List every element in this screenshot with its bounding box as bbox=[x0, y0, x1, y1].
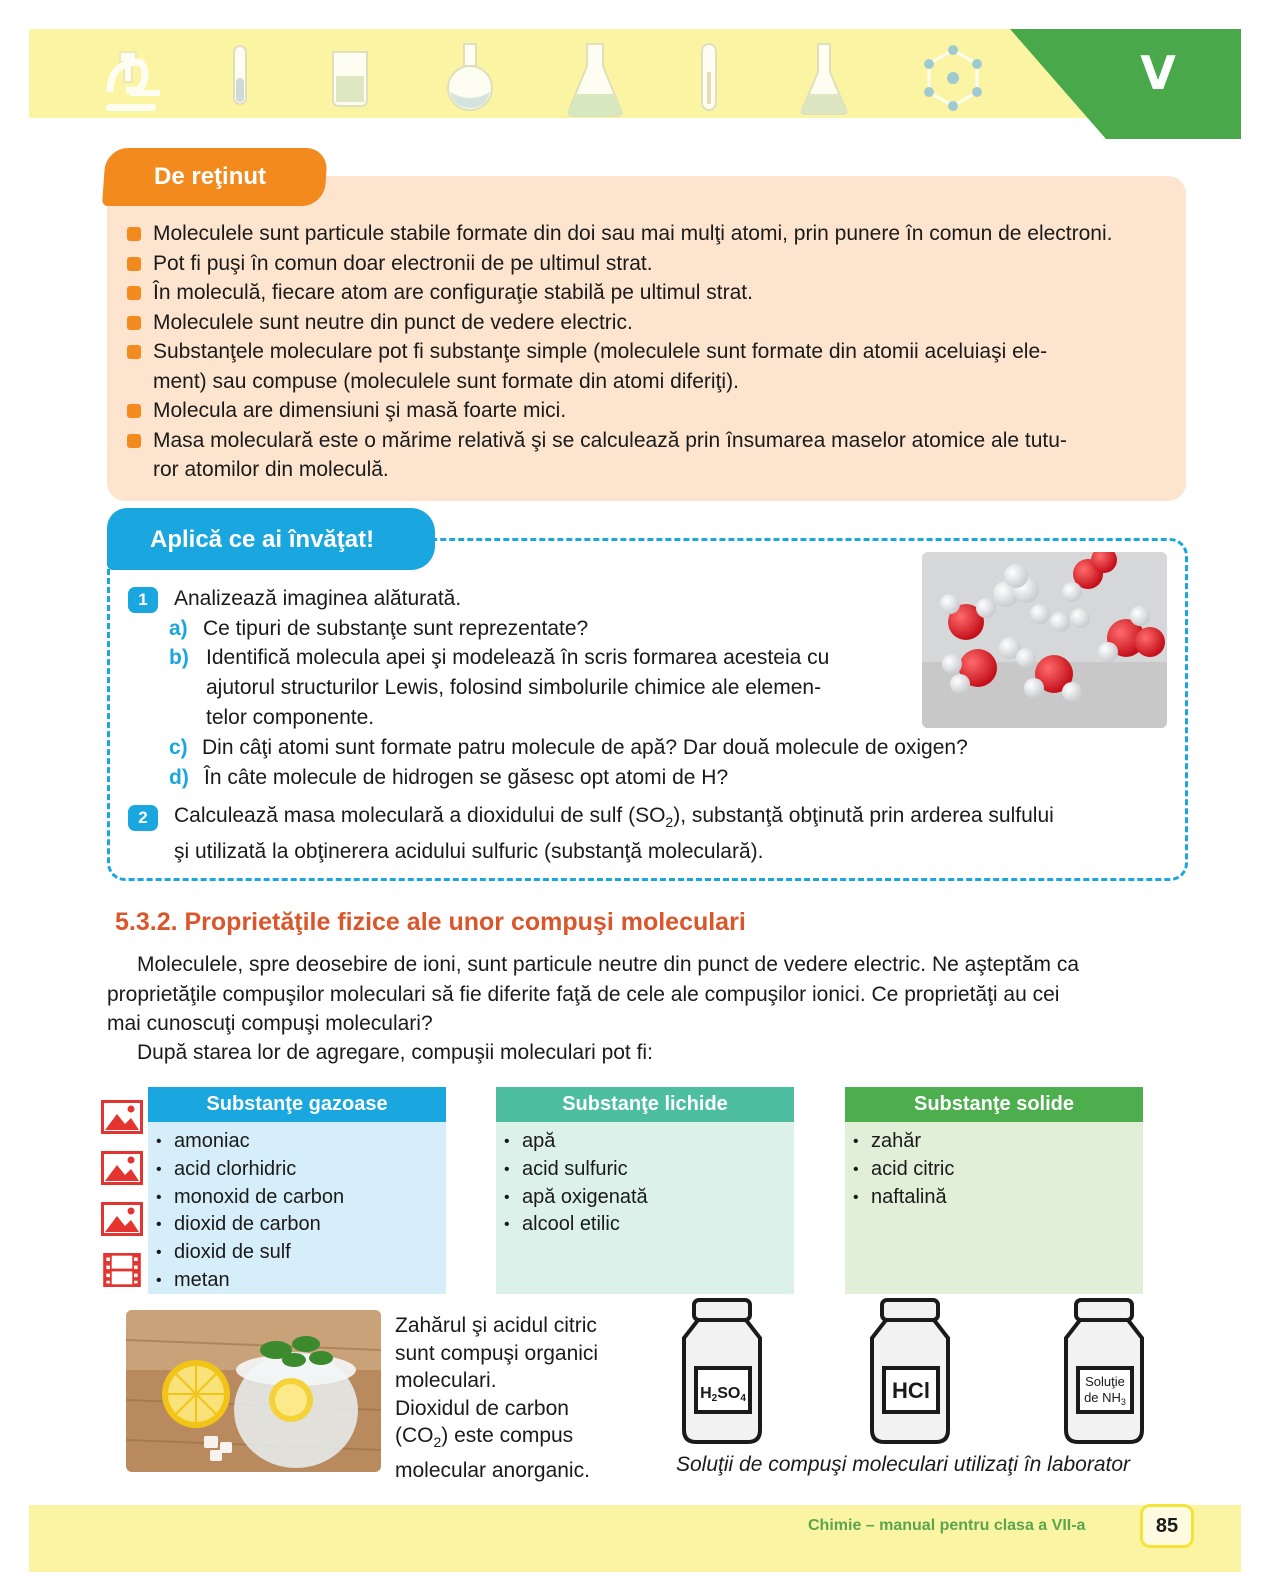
list-item: • naftalină bbox=[853, 1184, 1143, 1212]
paragraph-line: proprietăţile compuşilor moleculari să fie diferite faţă de cele ale compuşilor ionici. Ce proprietăţi au cei bbox=[107, 983, 1060, 1006]
question-2-text: Calculează masa moleculară a dioxidului de sulf $(SO_2)$, substanţă obţinută prin arderea sulfului şi utilizată la obţinerera acidului sulfuric (substanţă moleculară). bbox=[174, 804, 1054, 864]
jars-caption: Soluţii de compuşi moleculari utilizaţi în laborator bbox=[676, 1453, 1131, 1476]
erlenmeyer-flask-icon bbox=[565, 42, 625, 118]
solid-substances-column bbox=[845, 1087, 1143, 1294]
list-item: Substanţele moleculare pot fi substanţe simple (moleculele sunt formate din atomii aceluiaşi ele- bbox=[125, 337, 1175, 367]
lemon-water-photo bbox=[126, 1310, 381, 1472]
list-item-continuation: ror atomilor din moleculă. bbox=[153, 458, 389, 481]
question-1c: c) Din câţi atomi sunt formate patru molecule de apă? Dar două molecule de oxigen? bbox=[169, 736, 968, 759]
section-title: 5.3.2. Proprietăţile fizice ale unor compuşi moleculari bbox=[115, 908, 746, 936]
column-header: Substanţe lichide bbox=[496, 1087, 794, 1122]
molecule-structure-icon bbox=[915, 42, 991, 118]
media-icons bbox=[101, 1100, 143, 1304]
list-item: • acid clorhidric bbox=[156, 1156, 446, 1184]
list-item: • acid sulfuric bbox=[504, 1156, 794, 1184]
list-item: Moleculele sunt particule stabile formate din doi sau mai mulţi atomi, prin punere în comun de electroni. bbox=[125, 219, 1175, 249]
list-item: În moleculă, fiecare atom are configuraţie stabilă pe ultimul strat. bbox=[125, 278, 1175, 308]
test-tube-icon bbox=[225, 42, 255, 114]
page-number: 85 bbox=[1140, 1504, 1194, 1548]
exercise-title: Aplică ce ai învăţat! bbox=[150, 526, 375, 553]
list-item: Molecula are dimensiuni şi masă foarte mici. bbox=[125, 396, 1175, 426]
substance-list bbox=[496, 1122, 794, 1239]
compounds-note: Zahărul şi acidul citric sunt compuşi organici moleculari. Dioxidul de carbon $(CO_2)$ este compus molecular anorganic. bbox=[395, 1314, 599, 1482]
list-item: • dioxid de carbon bbox=[156, 1211, 446, 1239]
list-item: Masa moleculară este o mărime relativă şi se calculează prin însumarea maselor atomice ale tutu- bbox=[125, 426, 1175, 456]
list-item: • metan bbox=[156, 1267, 446, 1295]
svg-text:de NH3: de $NH_3$ bbox=[1084, 1390, 1126, 1407]
liquid-substances-column bbox=[496, 1087, 794, 1294]
column-header: Substanţe gazoase bbox=[148, 1087, 446, 1122]
jar-h2so4 bbox=[684, 1300, 760, 1442]
paragraph-line: mai cunoscuţi compuşi moleculari? bbox=[107, 1012, 433, 1035]
lab-jars-illustration bbox=[676, 1298, 1166, 1448]
list-item: • monoxid de carbon bbox=[156, 1184, 446, 1212]
question-1b: b) Identifică molecula apei şi modelează în scris formarea acesteia cu ajutorul structurilor Lewis, folosind simbolurile chimice ale elemen- telor componente. bbox=[169, 646, 830, 729]
question-1-text: Analizează imaginea alăturată. bbox=[174, 587, 462, 610]
jar-hcl bbox=[872, 1300, 948, 1442]
image-icon[interactable] bbox=[101, 1100, 143, 1134]
image-icon[interactable] bbox=[101, 1202, 143, 1236]
list-item-continuation: ment) sau compuse (moleculele sunt formate din atomi diferiţi). bbox=[153, 369, 739, 393]
chapter-tab bbox=[1010, 29, 1241, 139]
question-number-1: 1 bbox=[128, 587, 158, 613]
water-molecule-models-photo bbox=[922, 552, 1167, 728]
list-item: • acid citric bbox=[853, 1156, 1143, 1184]
svg-text:HCl: HCl bbox=[892, 1378, 930, 1403]
list-item: • alcool etilic bbox=[504, 1211, 794, 1239]
paragraph-line: După starea lor de agregare, compuşii moleculari pot fi: bbox=[137, 1041, 653, 1064]
list-item: • zahăr bbox=[853, 1128, 1143, 1156]
round-flask-icon bbox=[440, 42, 500, 114]
footer-band bbox=[29, 1505, 1241, 1572]
conical-flask-icon bbox=[800, 42, 850, 118]
thermometer-icon bbox=[690, 42, 726, 120]
key-points-title: De reţinut bbox=[154, 163, 267, 190]
list-item: Pot fi puşi în comun doar electronii de pe ultimul strat. bbox=[125, 249, 1175, 279]
question-1d: d) În câte molecule de hidrogen se găsesc opt atomi de H? bbox=[169, 766, 729, 789]
paragraph-line: Moleculele, spre deosebire de ioni, sunt particule neutre din punct de vedere electric. Ne aşteptăm ca bbox=[137, 953, 1080, 976]
list-item: • dioxid de sulf bbox=[156, 1239, 446, 1267]
question-number-2: 2 bbox=[128, 805, 158, 831]
svg-text:H2SO4: H2SO4 bbox=[700, 1385, 746, 1404]
substance-list bbox=[845, 1122, 1143, 1211]
list-item: Moleculele sunt neutre din punct de vedere electric. bbox=[125, 308, 1175, 338]
key-points-list bbox=[125, 219, 1175, 485]
gaseous-substances-column bbox=[148, 1087, 446, 1294]
column-header: Substanţe solide bbox=[845, 1087, 1143, 1122]
substance-list bbox=[148, 1122, 446, 1295]
list-item: • apă bbox=[504, 1128, 794, 1156]
image-icon[interactable] bbox=[101, 1151, 143, 1185]
chapter-number: V bbox=[1140, 46, 1176, 100]
microscope-icon bbox=[100, 42, 170, 114]
beaker-icon bbox=[325, 42, 375, 114]
svg-text:Soluţie: Soluţie bbox=[1085, 1374, 1125, 1389]
book-title: Chimie – manual pentru clasa a VII-a bbox=[808, 1517, 1086, 1534]
list-item: • amoniac bbox=[156, 1128, 446, 1156]
jar-nh3 bbox=[1066, 1300, 1142, 1442]
list-item: • apă oxigenată bbox=[504, 1184, 794, 1212]
video-icon[interactable] bbox=[101, 1253, 143, 1287]
header-lab-icons bbox=[100, 36, 1000, 116]
question-1a: a) Ce tipuri de substanţe sunt reprezentate? bbox=[169, 617, 589, 640]
